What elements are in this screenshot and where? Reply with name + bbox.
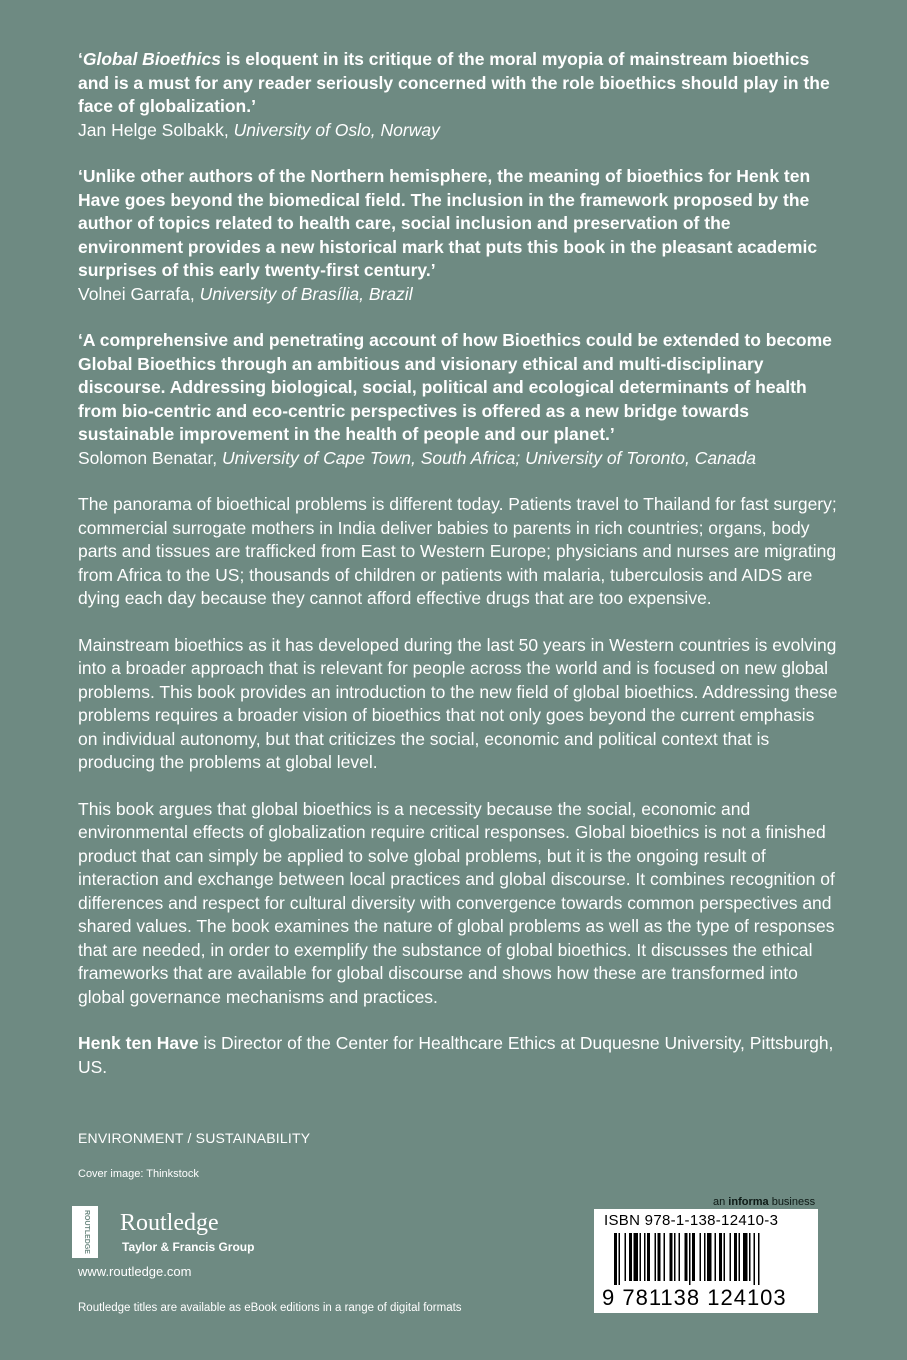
barcode-bar bbox=[674, 1233, 676, 1281]
barcode-bar bbox=[614, 1233, 617, 1285]
author-bio bbox=[78, 1032, 838, 1079]
quote-text: ‘Unlike other authors of the Northern hemisphere, the meaning of bioethics for Henk ten Have goes beyond the biomedical field. The inclusion in the framework proposed by the author of topics related to health care, social inclusion and preservation of the environment provides a new historical mark that puts this book in the pleasant academic surprises of this early twenty-first century.’ bbox=[78, 166, 818, 280]
barcode-bar bbox=[692, 1233, 695, 1281]
barcode-bar bbox=[730, 1233, 732, 1281]
author-bio-text: is Director of the Center for Healthcare Ethics at Duquesne University, Pittsburgh, US. bbox=[78, 1033, 834, 1077]
blurb-paragraph-3: This book argues that global bioethics is a necessity because the social, economic and environmental effects of globalization require critical responses. Global bioethics is not a finished product that can simply be applied to solve global problems, but it is the ongoing result of interaction and exchange between local practices and global discourse. It combines recognition of differences and respect for cultural diversity with convergence towards common perspectives and shared values. The book examines the nature of global problems as well as the type of responses that are needed, in order to exemplify the substance of global bioethics. It discusses the ethical frameworks that are available for global discourse and shows how these are transformed into global governance mechanisms and practices. bbox=[78, 798, 835, 1007]
quote-text: ‘A comprehensive and penetrating account of how Bioethics could be extended to become Global Bioethics through an ambitious and visionary ethical and multi-disciplinary discourse. Addressing biological, social, political and ecological determinants of health from bio-centric and eco-centric perspectives is offered as a new bridge towards sustainable improvement in the health of people and our planet.’ bbox=[78, 330, 832, 444]
barcode-bar bbox=[719, 1233, 722, 1281]
publisher-website: www.routledge.com bbox=[78, 1264, 192, 1279]
quote-attribution bbox=[78, 283, 838, 307]
blurb-paragraph-2: Mainstream bioethics as it has developed during the last 50 years in Western countries is evolving into a broader approach that is relevant for people across the world and is focused on new global problems. This book provides an introduction to the new field of global bioethics. Addressing these problems requires a broader vision of bioethics that not only goes beyond the current emphasis on individual autonomy, but that criticizes the social, economic and political context that is producing the problems at global level. bbox=[78, 634, 838, 772]
barcode-bar bbox=[640, 1233, 642, 1281]
barcode-bar bbox=[664, 1233, 666, 1281]
subject-category: ENVIRONMENT / SUSTAINABILITY bbox=[78, 1130, 311, 1146]
barcode-bar bbox=[749, 1233, 751, 1281]
barcode-bar bbox=[743, 1233, 748, 1281]
quote-2 bbox=[78, 165, 838, 306]
barcode-bars bbox=[614, 1233, 804, 1285]
quote-1 bbox=[78, 48, 838, 142]
barcode-bar bbox=[644, 1233, 646, 1281]
isbn-barcode bbox=[594, 1209, 818, 1313]
routledge-mark-icon bbox=[72, 1206, 98, 1258]
quote-body: is eloquent in its critique of the moral myopia of mainstream bioethics and is a must for any reader seriously concerned with the role bioethics should play in the face of globalization.’ bbox=[78, 49, 830, 116]
ebook-note: Routledge titles are available as eBook editions in a range of digital formats bbox=[78, 1302, 462, 1314]
svg-text:ROUTLEDGE: ROUTLEDGE bbox=[83, 1210, 90, 1254]
barcode-bar bbox=[658, 1233, 661, 1281]
attribution-affiliation: University of Brasília, Brazil bbox=[199, 283, 413, 304]
barcode-bar bbox=[670, 1233, 673, 1281]
barcode-bar bbox=[734, 1233, 737, 1281]
quote-attribution bbox=[78, 447, 838, 471]
blurb-paragraph-1: The panorama of bioethical problems is different today. Patients travel to Thailand for fast surgery; commercial surrogate mothers in India deliver babies to parents in rich countries; organs, body parts and tissues are trafficked from East to Western Europe; physicians and nurses are migrating from Africa to the US; thousands of children or patients with malaria, tuberculosis and AIDS are dying each day because they cannot afford effective drugs that are too expensive. bbox=[78, 494, 837, 608]
barcode-bar bbox=[704, 1233, 706, 1281]
barcode-bar bbox=[700, 1233, 702, 1281]
attribution-affiliation: University of Cape Town, South Africa; University of Toronto, Canada bbox=[221, 447, 756, 468]
cover-image-credit: Cover image: Thinkstock bbox=[78, 1168, 199, 1180]
isbn-number: ISBN 978-1-138-12410-3 bbox=[604, 1212, 779, 1229]
barcode-bar bbox=[619, 1233, 621, 1285]
barcode-bar bbox=[685, 1233, 688, 1281]
ean-digits: 9 781138 124103 bbox=[602, 1285, 787, 1310]
attribution-name: Jan Helge Solbakk, bbox=[78, 119, 234, 140]
publisher-group: Taylor & Francis Group bbox=[122, 1240, 255, 1254]
quote-text bbox=[78, 48, 838, 119]
attribution-name: Solomon Benatar, bbox=[78, 447, 222, 468]
barcode-bar bbox=[715, 1233, 717, 1281]
routledge-logo bbox=[72, 1206, 292, 1264]
barcode-bar bbox=[647, 1233, 650, 1281]
book-title-italic: Global Bioethics bbox=[82, 49, 221, 69]
attribution-affiliation: University of Oslo, Norway bbox=[233, 119, 440, 140]
barcode-bar bbox=[679, 1233, 681, 1281]
barcode-bar bbox=[629, 1233, 632, 1281]
barcode-bar bbox=[634, 1233, 639, 1281]
quote-open-mark: ‘ bbox=[78, 49, 83, 69]
quote-3 bbox=[78, 329, 838, 470]
barcode-bar bbox=[758, 1233, 760, 1285]
barcode-bar bbox=[625, 1233, 627, 1281]
attribution-name: Volnei Garrafa, bbox=[78, 283, 200, 304]
barcode-bar bbox=[754, 1233, 756, 1285]
publisher-name: Routledge bbox=[120, 1210, 219, 1236]
quote-attribution bbox=[78, 119, 838, 143]
barcode-bar bbox=[724, 1233, 726, 1281]
barcode-bar bbox=[689, 1233, 691, 1285]
back-cover-text bbox=[78, 48, 838, 1099]
barcode-bar bbox=[739, 1233, 741, 1281]
barcode-bar bbox=[655, 1233, 657, 1281]
informa-tag: an informa business bbox=[713, 1196, 816, 1208]
author-name: Henk ten Have bbox=[78, 1033, 199, 1053]
barcode-bar bbox=[707, 1233, 712, 1281]
